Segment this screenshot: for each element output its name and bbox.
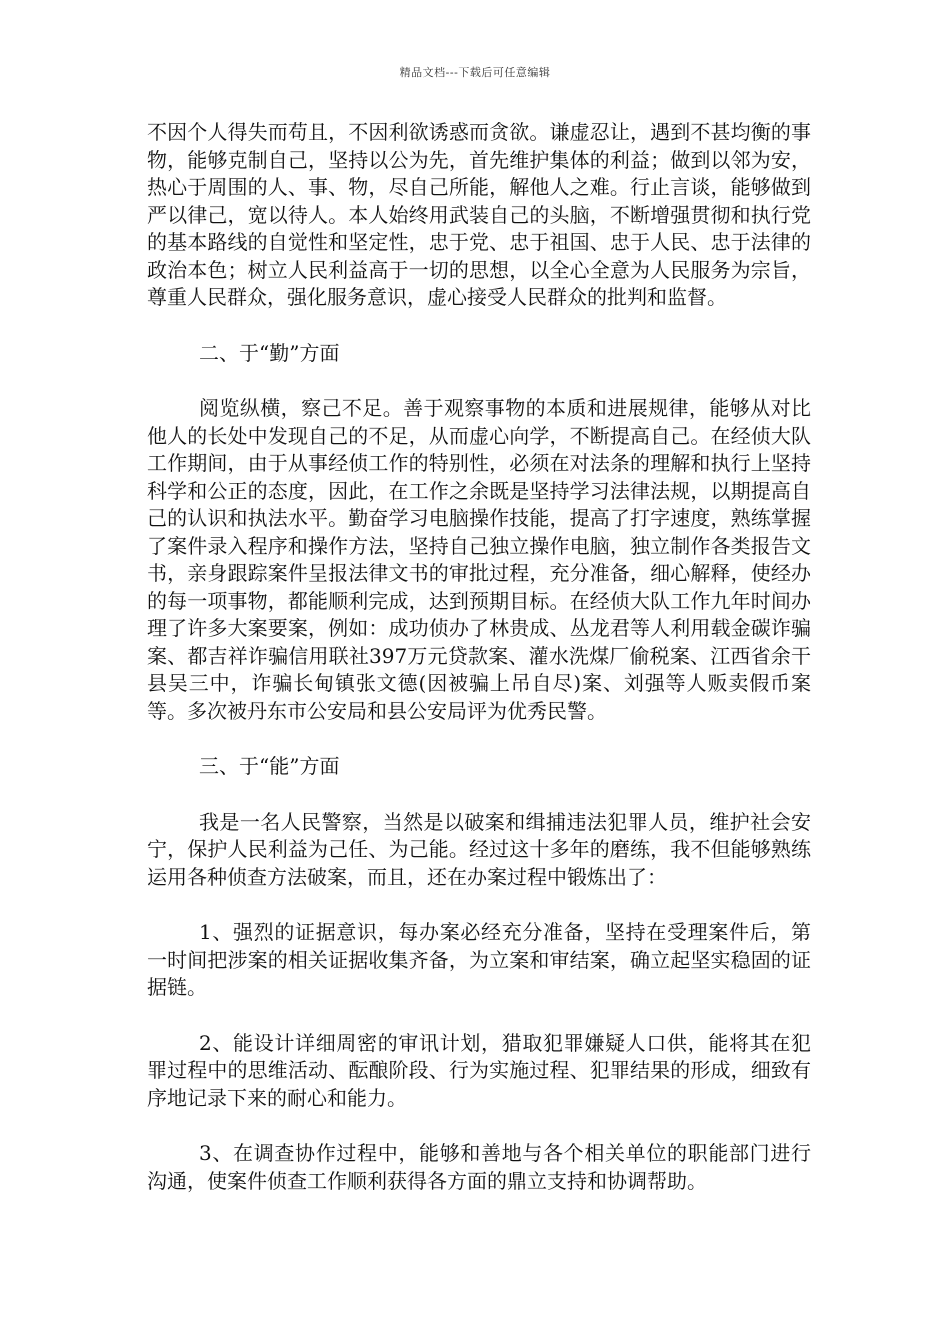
paragraph-diligence: 阅览纵横，察己不足。善于观察事物的本质和进展规律，能够从对比他人的长处中发现自己的不足，从而虚心向学，不断提高自己。在经侦大队工作期间，由于从事经侦工作的特别性，必须在对法条的理解和执行上坚持科学和公正的态度，因此，在工作之余既是坚持学习法律法规，以期提高自己的认识和执法水平。勤奋学习电脑操作技能，提高了打字速度，熟练掌握了案件录入程序和操作方法，坚持自己独立操作电脑，独立制作各类报告文书，亲身跟踪案件呈报法律文书的审批过程，充分准备，细心解释，使经办的每一项事物，都能顺利完成，达到预期目标。在经侦大队工作九年时间办理了许多大案要案，例如：成功侦办了林贵成、丛龙君等人利用载金碳诈骗案、都吉祥诈骗信用联社397万元贷款案、灌水洗煤厂偷税案、江西省余干县吴三中，诈骗长甸镇张文德(因被骗上吊自尽)案、刘强等人贩卖假币案等。多次被丹东市公安局和县公安局评为优秀民警。 <box>147 396 811 723</box>
page-header: 精品文档---下载后可任意编辑 <box>399 66 551 79</box>
section-heading-diligence: 二、于“勤”方面 <box>199 340 340 365</box>
list-item-evidence-awareness: 1、强烈的证据意识，每办案必经充分准备，坚持在受理案件后，第一时间把涉案的相关证据收集齐备，为立案和审结案，确立起坚实稳固的证据链。 <box>147 920 811 999</box>
section-heading-ability: 三、于“能”方面 <box>199 754 340 778</box>
paragraph-integrity-continued: 不因个人得失而苟且，不因利欲诱惑而贪欲。谦虚忍让，遇到不甚均衡的事物，能够克制自己，坚持以公为先，首先维护集体的利益；做到以邻为安，热心于周围的人、事、物，尽自己所能，解他人之难。行止言谈，能够做到严以律己，宽以待人。本人始终用武装自己的头脑，不断增强贯彻和执行党的基本路线的自觉性和坚定性，忠于党、忠于祖国、忠于人民、忠于法律的政治本色；树立人民利益高于一切的思想，以全心全意为人民服务为宗旨，尊重人民群众，强化服务意识，虚心接受人民群众的批判和监督。 <box>147 120 811 309</box>
paragraph-ability: 我是一名人民警察，当然是以破案和缉捕违法犯罪人员，维护社会安宁，保护人民利益为己任、为己能。经过这十多年的磨练，我不但能够熟练运用各种侦查方法破案，而且，还在办案过程中锻炼出了： <box>147 809 811 889</box>
list-item-interrogation-plan: 2、能设计详细周密的审讯计划，猎取犯罪嫌疑人口供，能将其在犯罪过程中的思维活动、酝酿阶段、行为实施过程、犯罪结果的形成，细致有序地记录下来的耐心和能力。 <box>147 1030 811 1110</box>
list-item-coordination: 3、在调查协作过程中，能够和善地与各个相关单位的职能部门进行沟通，使案件侦查工作顺利获得各方面的鼎立支持和协调帮助。 <box>147 1141 811 1193</box>
document-body <box>147 119 811 1195</box>
